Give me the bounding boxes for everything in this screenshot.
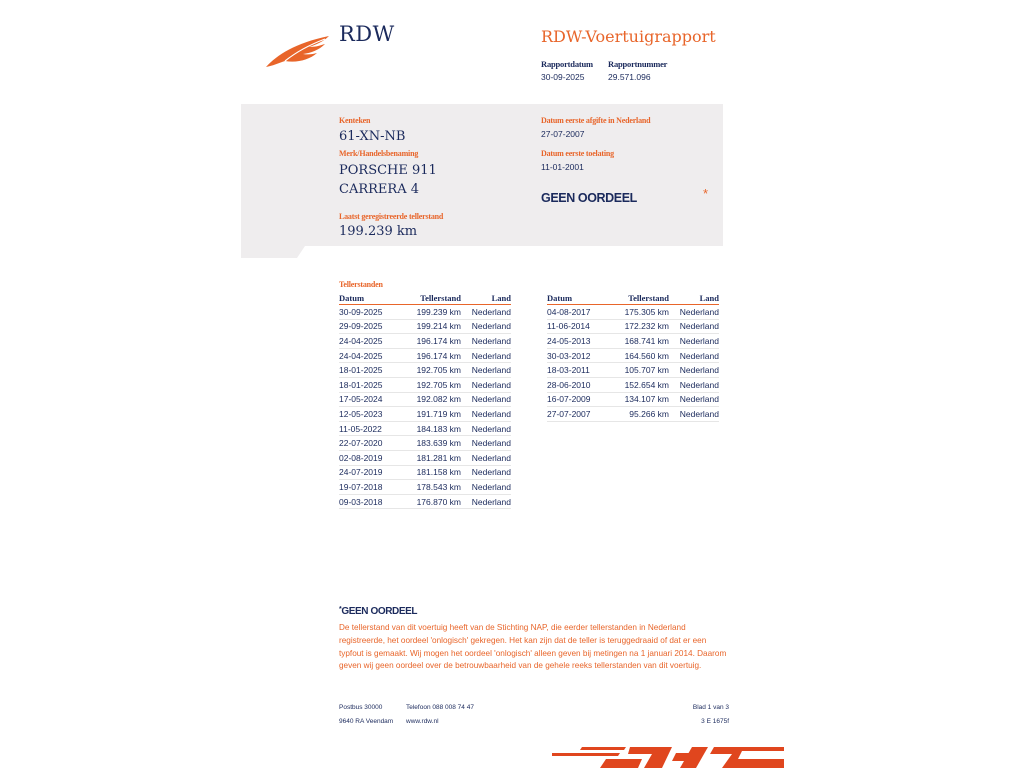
table-row: [339, 436, 511, 451]
first-admission-label: Datum eerste toelating: [541, 149, 614, 158]
first-nl-value: 27-07-2007: [541, 129, 585, 139]
cell-country: Nederland: [669, 334, 719, 349]
cell-country: Nederland: [669, 348, 719, 363]
cell-country: Nederland: [461, 348, 511, 363]
col-date-header: Datum: [339, 292, 407, 305]
cell-country: Nederland: [461, 363, 511, 378]
cell-reading: 95.266 km: [615, 407, 669, 422]
table-header-row: [547, 292, 719, 305]
cell-date: 28-06-2010: [547, 377, 615, 392]
cell-date: 12-05-2023: [339, 407, 407, 422]
cell-country: Nederland: [461, 319, 511, 334]
cell-country: Nederland: [669, 377, 719, 392]
make-label: Merk/Handelsbenaming: [339, 149, 419, 158]
odometer-section-title: Tellerstanden: [339, 280, 383, 289]
cell-reading: 176.870 km: [407, 494, 461, 509]
report-date: 30-09-2025: [541, 72, 585, 82]
cell-reading: 192.705 km: [407, 363, 461, 378]
cell-reading: 199.239 km: [407, 305, 461, 320]
cell-country: Nederland: [461, 494, 511, 509]
rdw-wing-logo: [265, 33, 331, 69]
make-line2: CARRERA 4: [339, 182, 419, 197]
cell-reading: 192.705 km: [407, 377, 461, 392]
table-row: [547, 407, 719, 422]
cell-date: 27-07-2007: [547, 407, 615, 422]
cell-date: 24-04-2025: [339, 348, 407, 363]
cell-date: 16-07-2009: [547, 392, 615, 407]
table-row: [547, 363, 719, 378]
cell-reading: 105.707 km: [615, 363, 669, 378]
cell-date: 24-05-2013: [547, 334, 615, 349]
cell-country: Nederland: [461, 436, 511, 451]
cell-date: 30-09-2025: [339, 305, 407, 320]
cell-reading: 196.174 km: [407, 348, 461, 363]
cell-country: Nederland: [461, 480, 511, 495]
cell-country: Nederland: [461, 392, 511, 407]
table-row: [547, 305, 719, 320]
cell-date: 18-01-2025: [339, 363, 407, 378]
cell-reading: 181.281 km: [407, 450, 461, 465]
verdict-asterisk: *: [703, 186, 709, 201]
col-date-header: Datum: [547, 292, 615, 305]
cell-date: 22-07-2020: [339, 436, 407, 451]
cell-country: Nederland: [461, 465, 511, 480]
footer-code: 3 E 1675f: [701, 718, 729, 725]
cell-reading: 168.741 km: [615, 334, 669, 349]
verdict: GEEN OORDEEL: [541, 191, 637, 205]
cell-country: Nederland: [669, 305, 719, 320]
first-admission-value: 11-01-2001: [541, 162, 584, 172]
cell-date: 18-01-2025: [339, 377, 407, 392]
cell-country: Nederland: [461, 407, 511, 422]
cell-country: Nederland: [461, 305, 511, 320]
col-country-header: Land: [669, 292, 719, 305]
report-number: 29.571.096: [608, 72, 651, 82]
cell-reading: 134.107 km: [615, 392, 669, 407]
cell-date: 24-04-2025: [339, 334, 407, 349]
table-row: [339, 334, 511, 349]
plate-label: Kenteken: [339, 116, 371, 125]
note-asterisk: *: [339, 606, 342, 613]
cell-date: 17-05-2024: [339, 392, 407, 407]
table-row: [339, 348, 511, 363]
cell-reading: 152.654 km: [615, 377, 669, 392]
cell-date: 09-03-2018: [339, 494, 407, 509]
cell-date: 30-03-2012: [547, 348, 615, 363]
report-date-label: Rapportdatum: [541, 59, 593, 69]
cell-country: Nederland: [669, 319, 719, 334]
cell-reading: 172.232 km: [615, 319, 669, 334]
table-row: [339, 465, 511, 480]
footer-page: Blad 1 van 3: [692, 704, 729, 711]
report-title: RDW-Voertuigrapport: [541, 27, 716, 46]
report-number-block: [608, 59, 667, 82]
table-row: [547, 319, 719, 334]
cell-country: Nederland: [669, 363, 719, 378]
col-country-header: Land: [461, 292, 511, 305]
table-row: [339, 407, 511, 422]
vehicle-info-panel: [241, 104, 723, 258]
footer-address: 9640 RA Veendam: [339, 718, 394, 725]
note-title: GEEN OORDEEL: [341, 606, 418, 617]
cell-reading: 164.560 km: [615, 348, 669, 363]
cell-date: 19-07-2018: [339, 480, 407, 495]
col-reading-header: Tellerstand: [407, 292, 461, 305]
footer-postbus: Postbus 30000: [339, 704, 383, 711]
table-row: [547, 334, 719, 349]
cell-reading: 183.639 km: [407, 436, 461, 451]
table-row: [339, 450, 511, 465]
first-nl-label: Datum eerste afgifte in Nederland: [541, 116, 651, 125]
plate-value: 61-XN-NB: [339, 129, 406, 144]
cell-date: 18-03-2011: [547, 363, 615, 378]
footer-phone: Telefoon 088 008 74 47: [406, 704, 474, 711]
cell-date: 11-05-2022: [339, 421, 407, 436]
cell-date: 24-07-2019: [339, 465, 407, 480]
note-text: De tellerstand van dit voertuig heeft van de Stichting NAP, die eerder tellerstanden in Nederland registreerde, het oordeel 'onlogisch' gekregen. Het kan zijn dat de teller is teruggedraaid of dat er een typfout is gemaakt. Wij mogen het oordeel 'onlogisch' alleen geven bij metingen na 1 januari 2014. Daarom geven wij geen oordeel over de betrouwbaarheid van de gehele reeks tellerstanden van dit voertuig.: [339, 623, 727, 671]
cell-reading: 196.174 km: [407, 334, 461, 349]
odometer-table-right: [547, 292, 719, 422]
cell-reading: 184.183 km: [407, 421, 461, 436]
table-row: [547, 377, 719, 392]
footer-website[interactable]: www.rdw.nl: [406, 718, 439, 725]
table-header-row: [339, 292, 511, 305]
table-row: [339, 480, 511, 495]
col-reading-header: Tellerstand: [615, 292, 669, 305]
cell-reading: 192.082 km: [407, 392, 461, 407]
cell-reading: 191.719 km: [407, 407, 461, 422]
table-row: [547, 348, 719, 363]
table-row: [339, 421, 511, 436]
cell-date: 11-06-2014: [547, 319, 615, 334]
cell-country: Nederland: [461, 334, 511, 349]
cell-date: 29-09-2025: [339, 319, 407, 334]
table-row: [339, 363, 511, 378]
cell-reading: 178.543 km: [407, 480, 461, 495]
table-row: [339, 377, 511, 392]
report-number-label: Rapportnummer: [608, 59, 668, 69]
cell-date: 04-08-2017: [547, 305, 615, 320]
odometer-value: 199.239 km: [339, 224, 418, 239]
cell-country: Nederland: [669, 392, 719, 407]
cell-reading: 175.305 km: [615, 305, 669, 320]
cell-reading: 181.158 km: [407, 465, 461, 480]
note-title-block: [339, 606, 417, 617]
brand-title: RDW: [339, 22, 395, 46]
table-row: [339, 305, 511, 320]
table-row: [339, 494, 511, 509]
cell-country: Nederland: [461, 377, 511, 392]
cell-country: Nederland: [461, 421, 511, 436]
cell-date: 02-08-2019: [339, 450, 407, 465]
cell-country: Nederland: [669, 407, 719, 422]
odometer-table-left: [339, 292, 511, 509]
report-date-block: [541, 59, 593, 82]
odometer-label: Laatst geregistreerde tellerstand: [339, 212, 444, 221]
make-line1: PORSCHE 911: [339, 163, 437, 178]
cell-country: Nederland: [461, 450, 511, 465]
cell-reading: 199.214 km: [407, 319, 461, 334]
table-row: [547, 392, 719, 407]
table-row: [339, 392, 511, 407]
decorative-stripes: [552, 745, 784, 768]
table-row: [339, 319, 511, 334]
